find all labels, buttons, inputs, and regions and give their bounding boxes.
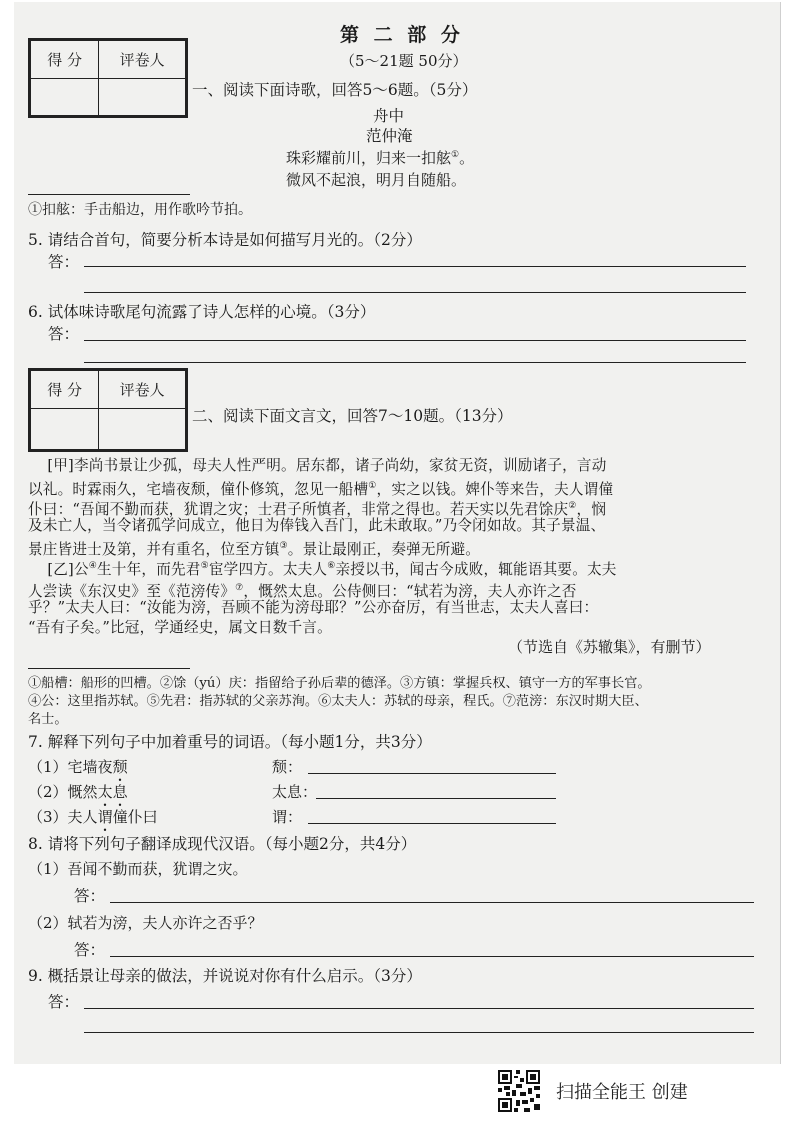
poem-line-1-end: 。 [459, 149, 475, 167]
section-range: （5～21题 50分） [340, 52, 468, 70]
score-box-1 [28, 38, 188, 118]
footnote-mark: ① [451, 150, 460, 160]
passage-footnote-3: 名士。 [28, 712, 68, 727]
passage-text: 亲授以书，闻古今成败，辄能语其要。太夫 [335, 560, 617, 578]
passage-text: ，慨然太息。公侍侧曰：“轼若为滂，夫人亦许之否 [243, 582, 577, 600]
q8-sentence-1: （1）吾闻不勤而获，犹谓之灾。 [28, 860, 248, 878]
footnote-mark: ③ [279, 541, 288, 551]
answer-line-6a[interactable] [84, 340, 746, 341]
passage-yi-line-3: 乎？”太夫人曰：“汝能为滂，吾顾不能为滂母耶？”公亦奋厉，有当世志，太夫人喜曰： [28, 599, 599, 616]
answer-line-5b[interactable] [84, 292, 746, 293]
answer-label-8-2: 答： [74, 941, 106, 959]
answer-line-6b[interactable] [84, 362, 746, 363]
passage-footnote-1: ①船槽：船形的凹槽。②馀（yú）庆：指留给子孙后辈的德泽。③方镇：掌握兵权、镇守一方的军事长官。 [28, 676, 651, 691]
poem-line-1 [286, 147, 474, 168]
passage-text: 宦学四方。太夫人 [208, 560, 328, 578]
grader-cell[interactable] [99, 79, 186, 116]
passage-text: 景庄皆进士及第，并有重名，位至方镇 [28, 540, 280, 558]
question-8: 8. 请将下列句子翻译成现代汉语。（每小题2分，共4分） [28, 835, 417, 853]
score-cell[interactable] [31, 409, 99, 450]
item-num: （3） [28, 808, 68, 826]
item-num: （1） [28, 758, 68, 776]
passage-source: （节选自《苏辙集》，有删节） [508, 638, 711, 656]
scanner-watermark: 扫描全能王 创建 [556, 1082, 688, 1103]
poem-author: 范仲淹 [366, 127, 413, 145]
answer-label-6: 答： [48, 325, 80, 343]
score-label: 得 分 [31, 41, 99, 79]
grader-label: 评卷人 [99, 41, 186, 79]
score-label: 得 分 [31, 371, 99, 409]
answer-line-5a[interactable] [84, 266, 746, 267]
qr-code-icon [496, 1068, 542, 1114]
emphasized-word: 太息 [97, 783, 128, 801]
passage-text: ，悯 [576, 500, 607, 518]
poem-line-2: 微风不起浪，明月自随船。 [286, 171, 467, 189]
footnote-mark: ⑦ [235, 583, 244, 593]
emphasized-word: 颓 [112, 758, 128, 776]
question-6: 6. 试体味诗歌尾句流露了诗人怎样的心境。（3分） [28, 303, 376, 321]
passage-text: 仆曰：“吾闻不勤而获，犹谓之灾；士君子所慎者，非常之得也。若天实以先君馀庆 [28, 500, 569, 518]
passage-text: 生十年，而先君 [97, 560, 201, 578]
passage-text: [乙]公 [47, 560, 89, 578]
grader-cell[interactable] [99, 409, 186, 450]
footnote-mark: ① [368, 481, 377, 491]
answer-label-9: 答： [48, 993, 80, 1011]
q7-answer-line-3[interactable] [308, 823, 556, 824]
score-box-2 [28, 368, 188, 452]
footnote-mark: ④ [88, 561, 98, 571]
poem-title: 舟中 [373, 107, 405, 125]
q7-word-3: 谓： [272, 808, 303, 826]
q7-word-1: 颓： [272, 758, 303, 776]
grader-label: 评卷人 [99, 371, 186, 409]
passage-text: ，实之以钱。婢仆等来告，夫人谓僮 [376, 480, 614, 498]
passage-text: 。景让最刚正，奏弹无所避。 [287, 540, 481, 558]
q8-answer-line-2[interactable] [110, 956, 754, 957]
q8-sentence-2: （2）轼若为滂，夫人亦许之否乎？ [28, 914, 263, 932]
passage-footnote-2: ④公：这里指苏轼。⑤先君：指苏轼的父亲苏洵。⑥太夫人：苏轼的母亲，程氏。⑦范滂：东汉时期大臣、 [28, 694, 648, 709]
passage-jia-line-1 [28, 456, 607, 476]
item-text: 宅墙夜 [67, 758, 113, 776]
q7-answer-line-1[interactable] [308, 773, 556, 774]
passage-yi-line-4: “吾有子矣。”比冠，学通经史，属文日数千言。 [28, 619, 332, 636]
section-title: 第 二 部 分 [340, 24, 464, 46]
answer-label-8-1: 答： [74, 887, 106, 905]
footnote-mark: ⑤ [200, 561, 209, 571]
score-cell[interactable] [31, 79, 99, 116]
poem-footnote: ①扣舷：手击船边，用作歌吟节拍。 [28, 202, 252, 218]
poem-line-1-text: 珠彩耀前川，归来一扣舷 [286, 149, 452, 167]
item-text: 僮仆曰 [112, 808, 158, 826]
passage-text: [甲]李尚书景让少孤，母夫人性严明。居东都，诸子尚幼，家贫无资，训励诸子，言动 [47, 457, 607, 474]
answer-label-5: 答： [48, 253, 80, 271]
footnote-mark: ② [568, 501, 577, 511]
q9-answer-line-2[interactable] [84, 1032, 754, 1033]
part2-header: 二、阅读下面文言文，回答7～10题。（13分） [192, 407, 513, 425]
passage-yi-line-1 [28, 556, 617, 580]
footnote-mark: ⑥ [327, 561, 336, 571]
emphasized-word: 谓 [97, 808, 113, 826]
passage-jia-line-4: 及未亡人，当令诸孤学问成立，他日为俸钱入吾门，此未敢取。”乃令闭如故。其子景温、 [28, 517, 606, 534]
passage-text: 人尝读《东汉史》至《范滂传》 [28, 582, 236, 600]
item-text: 夫人 [67, 808, 98, 826]
item-text: 慨然 [67, 783, 98, 801]
part1-header: 一、阅读下面诗歌，回答5～6题。（5分） [192, 81, 478, 99]
q8-answer-line-1[interactable] [110, 902, 754, 903]
footnote-separator [28, 194, 190, 195]
q7-answer-line-2[interactable] [316, 798, 556, 799]
q7-word-2: 太息： [272, 783, 318, 801]
question-7: 7. 解释下列句子中加着重号的词语。（每小题1分，共3分） [28, 733, 432, 751]
item-num: （2） [28, 783, 68, 801]
q9-answer-line-1[interactable] [84, 1008, 754, 1009]
question-9: 9. 概括景让母亲的做法，并说说对你有什么启示。（3分） [28, 967, 422, 985]
question-5: 5. 请结合首句，简要分析本诗是如何描写月光的。（2分） [28, 231, 422, 249]
passage-text: 以礼。时霖雨久，宅墙夜颓，僮仆修筑，忽见一船槽 [28, 480, 369, 498]
q7-item-3 [28, 806, 158, 835]
footnote-separator [28, 668, 190, 669]
